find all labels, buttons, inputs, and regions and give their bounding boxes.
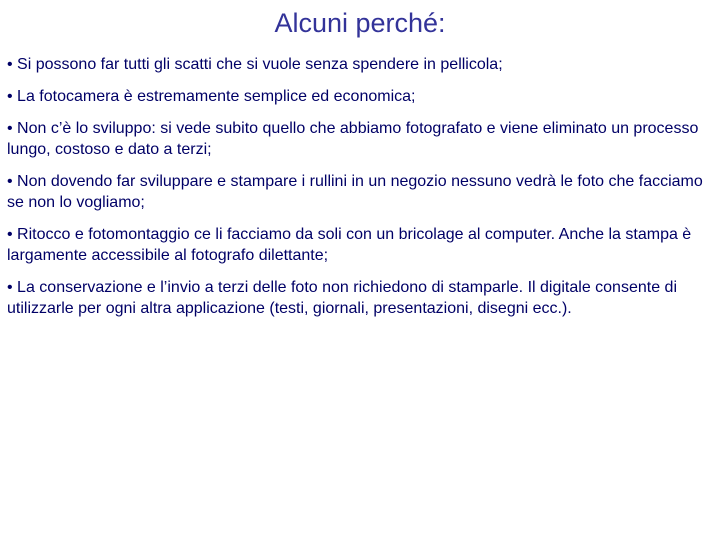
bullet-item: • La conservazione e l’invio a terzi delle foto non richiedono di stamparle. Il digitale consente di utilizzarle per ogni altra applicazione (testi, giornali, presentazioni, disegni ecc.). (7, 279, 677, 317)
bullet-item: • Non c’è lo sviluppo: si vede subito quello che abbiamo fotografato e viene eliminato un processo lungo, costoso e dato a terzi; (7, 120, 699, 158)
bullet-list (7, 54, 717, 330)
bullet-item: • Ritocco e fotomontaggio ce li facciamo da soli con un bricolage al computer. Anche la stampa è largamente accessibile al fotografo dilettante; (7, 226, 692, 264)
bullet-item: • Si possono far tutti gli scatti che si vuole senza spendere in pellicola; (7, 56, 503, 73)
bullet-item: • Non dovendo far sviluppare e stampare i rullini in un negozio nessuno vedrà le foto che facciamo se non lo vogliamo; (7, 173, 703, 211)
slide-title: Alcuni perché: (274, 8, 446, 38)
bullet-item: • La fotocamera è estremamente semplice ed economica; (7, 88, 416, 105)
